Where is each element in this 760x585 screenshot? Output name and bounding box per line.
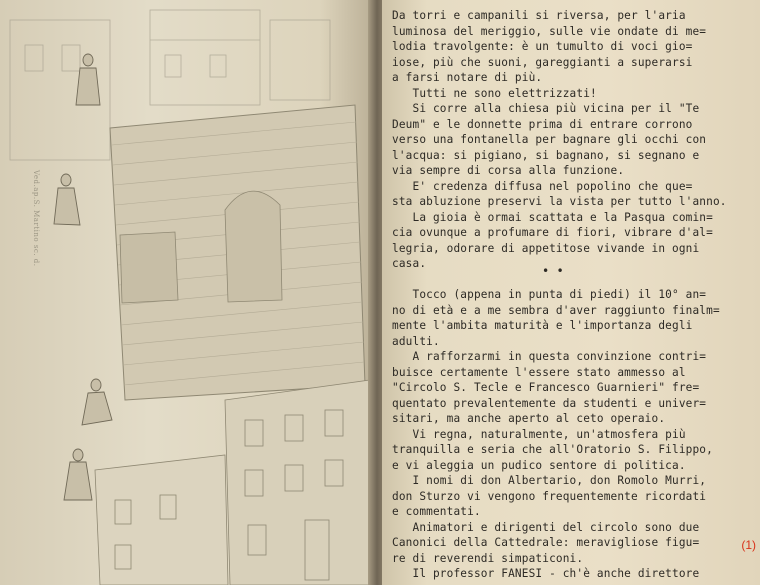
section-separator: • • [542, 264, 564, 278]
text-line: sitari, ma anche aperto al ceto operaio. [392, 412, 666, 425]
text-line: sta abluzione preservi la vista per tutto l'anno. [392, 195, 727, 208]
text-line: don Sturzo vi vengono frequentemente ricordati [392, 489, 707, 503]
text-line: lodia travolgente: è un tumulto di voci gio= [392, 40, 693, 53]
text-line: e vi aleggia un pudico sentore di politica. [392, 458, 686, 472]
text-line: l'acqua: si pigiano, si bagnano, si segnano e [392, 148, 700, 162]
text-line: adulti. [392, 334, 440, 348]
text-line: Il professor FANESI - ch'è anche direttore [392, 567, 700, 580]
text-line: E' credenza diffusa nel popolino che que= [392, 179, 693, 193]
text-line: re di reverendi simpaticoni. [392, 551, 584, 565]
typewritten-text [392, 8, 757, 582]
text-line: via sempre di corsa alla funzione. [392, 164, 625, 177]
text-line: Da torri e campanili si riversa, per l'aria [392, 9, 686, 22]
text-line: a farsi notare di più. [392, 71, 543, 84]
text-line: Canonici della Cattedrale: meravigliose figu= [392, 536, 700, 549]
text-line: no di età e a me sembra d'aver raggiunto finalm= [392, 303, 720, 317]
text-line: I nomi di don Albertario, don Romolo Murri, [392, 474, 707, 487]
text-line: Tocco (appena in punta di piedi) il 10° an= [392, 288, 707, 301]
text-line: "Circolo S. Tecle e Francesco Guarnieri" fre= [392, 381, 700, 394]
left-page-illustration [0, 0, 376, 585]
right-page-text [382, 0, 760, 585]
pencil-sketch-image [0, 0, 376, 585]
text-line: luminosa del meriggio, sulle vie ondate di me= [392, 24, 707, 38]
text-line [392, 272, 757, 288]
text-line: Vi regna, naturalmente, un'atmosfera più [392, 427, 686, 441]
pencil-annotation: Ved.ap.S. Martino sc. d. [32, 170, 40, 267]
text-line: A rafforzarmi in questa convinzione contri= [392, 350, 707, 363]
text-line: verso una fontanella per bagnare gli occhi con [392, 133, 707, 146]
text-line: buisce certamente l'essere stato ammesso al [392, 365, 686, 379]
text-line: casa. [392, 257, 427, 270]
text-line: Deum" e le donnette prima di entrare corrono [392, 117, 693, 131]
text-line: mente l'ambita maturità e l'importanza degli [392, 319, 693, 332]
text-line: e commentati. [392, 505, 481, 518]
text-line: legria, odorare di appetitose vivande in ogni [392, 241, 700, 255]
text-line: cia ovunque a profumare di fiori, vibrare d'al= [392, 226, 713, 239]
footnote-marker: (1) [741, 538, 756, 552]
text-line: tranquilla e seria che all'Oratorio S. Filippo, [392, 443, 713, 456]
text-line: quentato prevalentemente da studenti e univer= [392, 396, 707, 410]
text-line: Tutti ne sono elettrizzati! [392, 86, 597, 100]
text-line: Si corre alla chiesa più vicina per il "Te [392, 102, 700, 115]
text-line: Animatori e dirigenti del circolo sono due [392, 520, 700, 534]
text-line: iose, più che suoni, gareggianti a superarsi [392, 55, 693, 69]
text-line: La gioia è ormai scattata e la Pasqua comin= [392, 210, 713, 224]
